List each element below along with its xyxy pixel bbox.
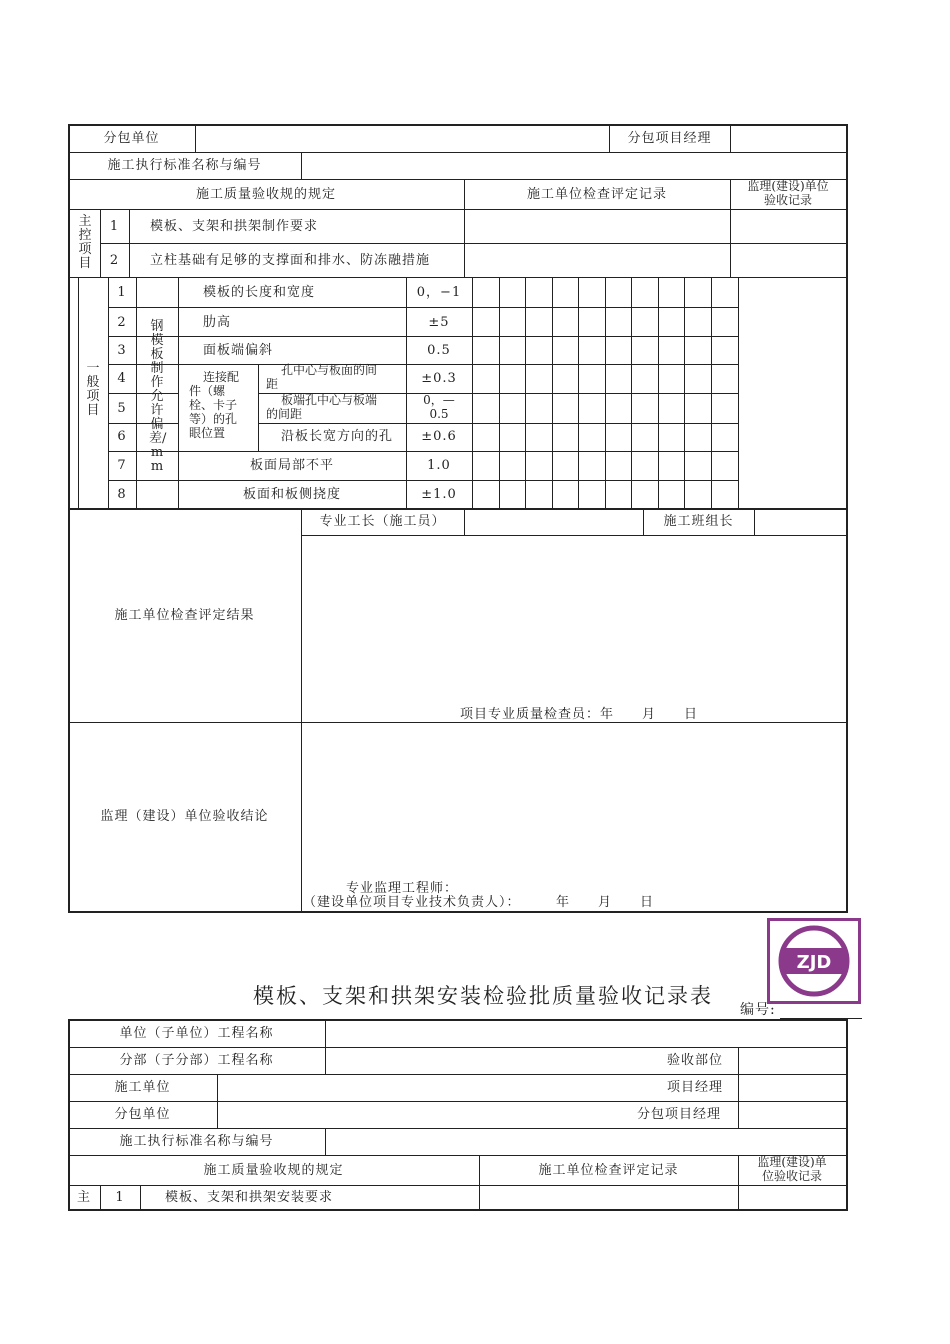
unit-project-label: 单位（子单位）工程名称 (119, 1026, 274, 1041)
connector-label-line: 件（螺 (189, 384, 226, 398)
sub-project-label: 分部（子分部）工程名称 (119, 1053, 274, 1068)
general-item-text: 面板端偏斜 (203, 343, 274, 358)
general-item-no: 1 (117, 285, 127, 300)
header-rule: 施工质量验收规的规定 (203, 1163, 344, 1178)
logo-text: ZJD (796, 952, 832, 973)
general-item-text: 板面和板侧挠度 (242, 487, 341, 502)
general-item-text: 孔中心与板面的间 (281, 363, 378, 377)
general-label: 一般项目 (86, 361, 100, 418)
general-item-no: 8 (117, 487, 127, 502)
company-logo (767, 918, 861, 1004)
subcontractor-label: 分包单位 (114, 1107, 171, 1122)
main-item-no: 1 (109, 219, 120, 234)
sub-pm-label: 分包项目经理 (627, 131, 712, 146)
general-item-text: 肋高 (203, 315, 232, 330)
general-item-tol: 1.0 (427, 458, 451, 473)
connector-label-line: 等）的孔 (189, 412, 238, 426)
general-item-text: 的间距 (266, 407, 303, 421)
general-item-tol: 0，— (423, 393, 455, 407)
number-label: 编号: (740, 1002, 776, 1018)
accept-part-label: 验收部位 (667, 1053, 724, 1068)
general-item-tol: ±1.0 (421, 487, 457, 502)
general-item-text: 板面局部不平 (249, 458, 334, 473)
sub-pm-label: 分包项目经理 (637, 1107, 722, 1122)
team-leader-label: 施工班组长 (663, 514, 734, 529)
first-item-group: 主 (76, 1190, 91, 1205)
general-item-no: 3 (117, 343, 127, 358)
general-item-text: 距 (266, 377, 279, 391)
engineer-sign: 专业监理工程师： (346, 881, 459, 896)
subcontractor-label: 分包单位 (103, 131, 160, 146)
general-item-text: 板端孔中心与板端 (281, 393, 378, 407)
general-item-no: 5 (117, 401, 127, 416)
connector-label-line: 栓、卡子 (189, 398, 238, 412)
general-item-no: 7 (117, 458, 127, 473)
general-item-tol: 0.5 (427, 343, 451, 358)
general-item-text: 模板的长度和宽度 (203, 285, 316, 300)
header-supervision-line1: 监理(建设)单位 (747, 179, 829, 193)
main-item-text: 立柱基础有足够的支撑面和排水、防冻融措施 (150, 253, 431, 268)
header-record: 施工单位检查评定记录 (538, 1163, 679, 1178)
general-item-no: 4 (117, 371, 127, 386)
header-rule: 施工质量验收规的规定 (195, 187, 336, 202)
general-item-tol: ±0.3 (421, 371, 457, 386)
pm-label: 项目经理 (667, 1080, 724, 1095)
conclusion-label: 监理（建设）单位验收结论 (100, 809, 269, 824)
general-item-tol: ±0.6 (421, 429, 457, 444)
general-item-tol: 0，−1 (416, 285, 462, 300)
header-supervision-line2: 位验收记录 (761, 1169, 822, 1183)
first-item-text: 模板、支架和拱架安装要求 (165, 1190, 334, 1205)
header-supervision-line1: 监理(建设)单 (757, 1155, 827, 1169)
contractor-label: 施工单位 (114, 1080, 171, 1095)
tech-sign: （建设单位项目专业技术负责人）： 年 月 日 (303, 895, 655, 910)
inspector-sign: 项目专业质量检查员：年 月 日 (460, 707, 699, 722)
group-label: 钢模板制作允许偏差/mm (149, 319, 167, 474)
result-label: 施工单位检查评定结果 (114, 608, 255, 623)
general-item-text: 沿板长宽方向的孔 (281, 429, 394, 444)
standard-label: 施工执行标准名称与编号 (107, 158, 262, 173)
general-item-no: 6 (117, 429, 127, 444)
first-item-no: 1 (115, 1190, 125, 1205)
foreman-label: 专业工长（施工员） (319, 514, 446, 529)
general-item-tol: 0.5 (429, 407, 449, 421)
connector-label-line: 连接配 (203, 370, 240, 384)
header-record: 施工单位检查评定记录 (526, 187, 667, 202)
connector-label-line: 眼位置 (189, 426, 226, 440)
general-item-no: 2 (117, 315, 127, 330)
form-title: 模板、支架和拱架安装检验批质量验收记录表 (253, 984, 713, 1008)
standard-label: 施工执行标准名称与编号 (119, 1134, 274, 1149)
main-item-text: 模板、支架和拱架制作要求 (150, 219, 319, 234)
main-item-no: 2 (109, 253, 120, 268)
header-supervision-line2: 验收记录 (763, 193, 812, 207)
general-item-tol: ±5 (428, 315, 450, 330)
main-control-label: 主控项目 (78, 214, 92, 271)
